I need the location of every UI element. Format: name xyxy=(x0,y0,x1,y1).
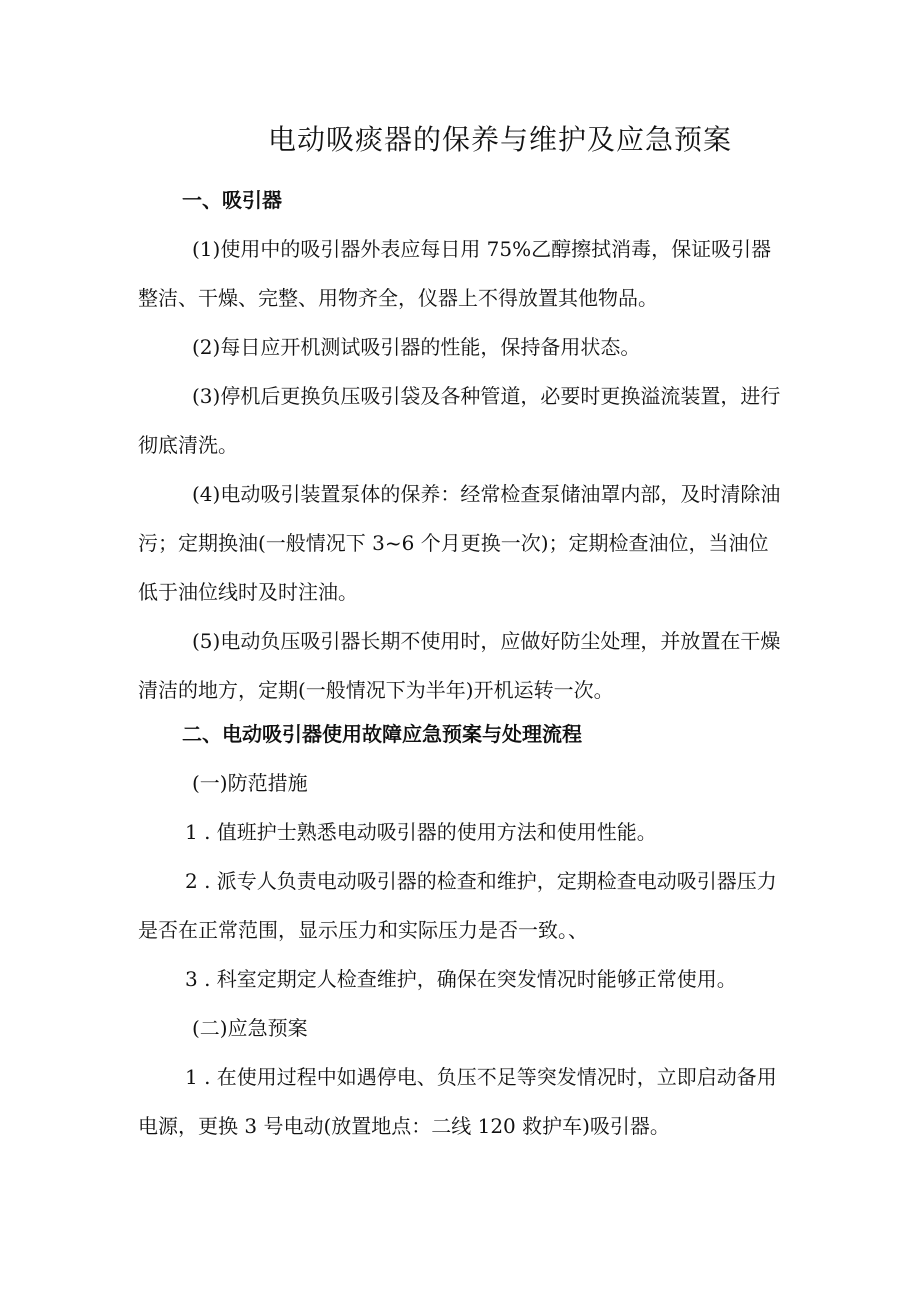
subsection-1-item-2: 2 . 派专人负责电动吸引器的检查和维护，定期检查电动吸引器压力是否在正常范围，显示压力和实际压力是否一致。、 xyxy=(138,869,777,942)
subsection-1-heading: (一)防范措施 xyxy=(192,771,308,795)
section-1-item-5: (5)电动负压吸引器长期不使用时，应做好防尘处理，并放置在干燥清洁的地方，定期(一般情况下为半年)开机运转一次。 xyxy=(138,629,781,702)
subsection-1-item-1: 1 . 值班护士熟悉电动吸引器的使用方法和使用性能。 xyxy=(185,820,657,844)
subsection-1-item-3: 3 . 科室定期定人检查维护，确保在突发情况时能够正常使用。 xyxy=(185,967,737,991)
section-1-item-4: (4)电动吸引装置泵体的保养：经常检查泵储油罩内部，及时清除油污；定期换油(一般情况下 3~6 个月更换一次)；定期检查油位，当油位低于油位线时及时注油。 xyxy=(138,482,781,604)
subsection-2-item-1: 1 . 在使用过程中如遇停电、负压不足等突发情况时，立即启动备用电源，更换 3 号电动(放置地点：二线 120 救护车)吸引器。 xyxy=(138,1065,777,1138)
section-1-item-1: (1)使用中的吸引器外表应每日用 75%乙醇擦拭消毒，保证吸引器整洁、干燥、完整、用物齐全，仪器上不得放置其他物品。 xyxy=(138,237,772,310)
section-1-item-2: (2)每日应开机测试吸引器的性能，保持备用状态。 xyxy=(192,335,641,359)
subsection-2-heading: (二)应急预案 xyxy=(192,1016,308,1040)
section-1-heading: 一、吸引器 xyxy=(182,188,282,212)
document-title: 电动吸痰器的保养与维护及应急预案 xyxy=(267,123,732,156)
section-1-item-3: (3)停机后更换负压吸引袋及各种管道，必要时更换溢流装置，进行彻底清洗。 xyxy=(138,384,781,457)
section-2-heading: 二、电动吸引器使用故障应急预案与处理流程 xyxy=(182,722,582,746)
